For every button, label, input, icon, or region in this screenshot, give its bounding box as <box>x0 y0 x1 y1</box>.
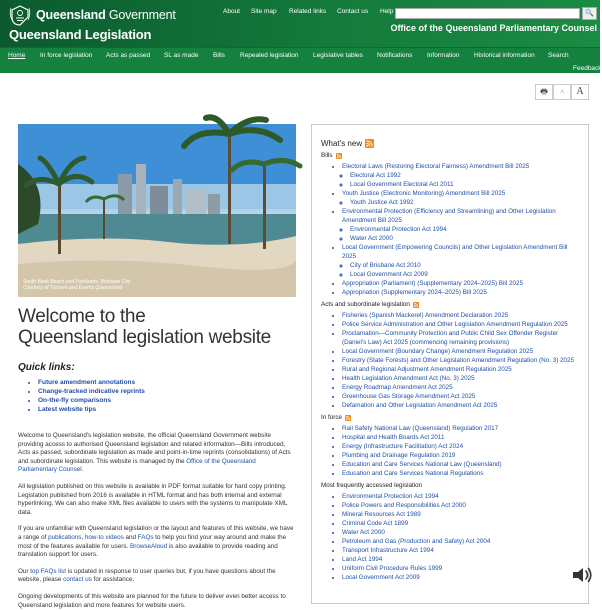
affected-act-link[interactable]: Local Government Act 2009 <box>350 271 428 278</box>
print-button[interactable] <box>535 84 553 100</box>
faq-text2: is updated in response to user queries but, if you have questions about the website, please <box>18 567 276 584</box>
list-item <box>342 510 579 519</box>
list-item <box>342 546 579 555</box>
formats-paragraph: All legislation published on this website is available in PDF format suitable for hard copy printing. Legislation published from 2016 is available in HTML format and has both internal and external hyperlinking. We can also make XML files available to users with the systems to manipulate XML data. <box>18 482 288 516</box>
inforce-link[interactable]: Rail Safety National Law (Queensland) Regulation 2017 <box>342 425 499 432</box>
list-item <box>342 424 579 433</box>
top-link-contact-us[interactable]: Contact us <box>337 8 369 15</box>
intro-paragraph <box>18 432 296 475</box>
list-item <box>342 207 579 243</box>
hero-image <box>18 124 296 297</box>
bills-title: Bills <box>321 152 333 159</box>
act-link[interactable]: Proclamation—Community Protection and Public Child Sex Offender Register (Daniel's Law) Act 2025 (commencing remaining provisions) <box>342 330 559 346</box>
nav-home[interactable]: Home <box>8 52 26 59</box>
site-title[interactable]: Queensland Legislation <box>9 27 152 42</box>
list-item <box>342 519 579 528</box>
list-item <box>350 198 579 207</box>
search-button[interactable] <box>582 7 597 20</box>
government-title[interactable]: Queensland Government <box>36 8 176 22</box>
list-item <box>342 243 579 279</box>
act-link[interactable]: Fisheries (Spanish Mackerel) Amendment Declaration 2025 <box>342 312 509 319</box>
faqs-link[interactable]: FAQs <box>137 533 154 541</box>
nav-bills[interactable]: Bills <box>213 52 225 59</box>
nav-in-force[interactable]: In force legislation <box>40 52 93 59</box>
bill-link[interactable]: Appropriation (Parliament) (Supplementary 2024–2025) Bill 2025 <box>342 280 523 287</box>
nav-search[interactable]: Search <box>548 52 569 59</box>
list-item <box>342 374 579 383</box>
frequent-link[interactable]: Transport Infrastructure Act 1994 <box>342 547 434 554</box>
oqpc-link[interactable]: Office of the Queensland Parliamentary Counsel <box>18 457 256 474</box>
list-item <box>350 234 579 243</box>
intro-text: Welcome to Queensland's legislation website, the official Queensland Government website providing access to authorised Queensland legislation and related information—Bills introduced, Acts as passed, subordinate legislation as made and point-in-time reprints (consolidations) of Acts and subordinate legislation. This website is managed by the <box>18 432 291 465</box>
list-item <box>342 401 579 410</box>
quick-link-website-tips[interactable]: • Latest website tips <box>38 405 296 414</box>
help-text3: is also available to provide reading and translation support for users. <box>18 542 278 559</box>
welcome-line1: Welcome to the <box>18 306 146 327</box>
affected-act-link[interactable]: Youth Justice Act 1992 <box>350 199 414 206</box>
list-item <box>342 460 579 469</box>
hero-caption <box>23 279 130 291</box>
list-item <box>342 365 579 374</box>
list-item <box>342 347 579 356</box>
faq-text3: for assistance. <box>91 576 135 584</box>
inforce-link[interactable]: Education and Care Services National Regulations <box>342 470 484 477</box>
nav-acts-as-passed[interactable]: Acts as passed <box>106 52 151 59</box>
list-item <box>342 501 579 510</box>
list-item <box>350 171 579 180</box>
frequent-link[interactable]: Environmental Protection Act 1994 <box>342 493 439 500</box>
quick-link-change-tracked[interactable]: • Change-tracked indicative reprints <box>38 387 296 396</box>
list-item <box>342 383 579 392</box>
nav-notifications[interactable]: Notifications <box>377 52 413 59</box>
list-item <box>342 311 579 320</box>
frequent-link[interactable]: Local Government Act 2009 <box>342 574 420 581</box>
inforce-heading <box>321 414 579 421</box>
act-link[interactable]: Local Government (Boundary Change) Amendment Regulation 2025 <box>342 348 534 355</box>
welcome-heading <box>18 306 296 348</box>
top-link-site-map[interactable]: Site map <box>251 8 277 15</box>
list-item <box>342 320 579 329</box>
inforce-link[interactable]: Hospital and Health Boards Act 2011 <box>342 434 445 441</box>
acts-title: Acts and subordinate legislation <box>321 301 410 308</box>
increase-text-button[interactable]: A <box>571 84 589 100</box>
help-text: If you are unfamiliar with Queensland legislation or the layout and features of this website, we have a range of <box>18 525 294 541</box>
list-item <box>342 392 579 401</box>
list-item <box>350 225 579 234</box>
affected-act-link[interactable]: Electoral Act 1992 <box>350 172 401 179</box>
quick-link-comparisons[interactable]: • On-the-fly comparisons <box>38 396 296 405</box>
nav-sl-as-made[interactable]: SL as made <box>164 52 199 59</box>
decrease-text-button[interactable]: A <box>553 84 571 100</box>
office-title[interactable]: Office of the Queensland Parliamentary Counsel <box>390 23 597 33</box>
frequent-heading <box>321 482 579 489</box>
whats-new-panel <box>311 124 589 604</box>
act-link[interactable]: Energy Roadmap Amendment Act 2025 <box>342 384 453 391</box>
south-bank-photo <box>18 124 296 297</box>
search-input[interactable] <box>395 8 580 19</box>
list-item <box>342 492 579 501</box>
bill-link[interactable]: Environmental Protection (Efficiency and Streamlining) and Other Legislation Amendment Bill 2025 <box>342 208 556 224</box>
list-item <box>342 573 579 582</box>
frequent-link[interactable]: Police Powers and Responsibilities Act 2000 <box>342 502 466 509</box>
list-item <box>342 329 579 347</box>
contact-us-link[interactable]: contact us <box>63 576 92 584</box>
list-item <box>350 270 579 279</box>
top-faqs-link[interactable]: top FAQs list <box>30 567 66 575</box>
act-link[interactable]: Defamation and Other Legislation Amendment Act 2025 <box>342 402 498 409</box>
list-item <box>342 469 579 478</box>
inforce-rss-icon[interactable] <box>345 415 351 421</box>
main-content <box>18 124 296 610</box>
list-item <box>350 180 579 189</box>
frequent-link[interactable]: Petroleum and Gas (Production and Safety) Act 2004 <box>342 538 491 545</box>
list-item <box>342 433 579 442</box>
help-sep2: and <box>123 533 138 541</box>
frequent-link[interactable]: Mineral Resources Act 1989 <box>342 511 421 518</box>
help-sep1: , <box>81 533 85 541</box>
list-item <box>342 356 579 365</box>
nav-feedback[interactable]: Feedback <box>573 65 602 72</box>
whats-new-heading <box>321 139 579 148</box>
print-icon: 🖶 <box>540 87 548 96</box>
text-tools <box>535 84 589 100</box>
videos-link[interactable]: how-to videos <box>84 533 124 541</box>
bill-link[interactable]: Electoral Laws (Restoring Electoral Fairness) Amendment Bill 2025 <box>342 163 530 170</box>
rss-icon[interactable] <box>365 139 374 148</box>
bills-list <box>342 162 579 297</box>
bill-link[interactable]: Appropriation (Supplementary 2024–2025) Bill 2025 <box>342 289 487 296</box>
act-link[interactable]: Rural and Regional Adjustment Amendment Regulation 2025 <box>342 366 512 373</box>
quick-link-future-amendments[interactable]: • Future amendment annotations <box>38 378 296 387</box>
main-nav <box>0 47 600 73</box>
list-item <box>342 555 579 564</box>
list-item <box>342 528 579 537</box>
list-item <box>342 279 579 288</box>
frequent-link[interactable]: Land Act 1994 <box>342 556 383 563</box>
nav-historical[interactable]: Historical information <box>474 52 535 59</box>
affected-act-link[interactable]: City of Brisbane Act 2010 <box>350 262 421 269</box>
list-item <box>342 564 579 573</box>
act-link[interactable]: Greenhouse Gas Storage Amendment Act 2025 <box>342 393 476 400</box>
developments-paragraph: Ongoing developments of this website are planned for the future to deliver even better access to Queensland legislation and more features for website users. <box>18 592 286 609</box>
frequent-title: Most frequently accessed legislation <box>321 482 423 489</box>
help-paragraph <box>18 525 296 559</box>
nav-legislative-tables[interactable]: Legislative tables <box>313 52 363 59</box>
bill-link[interactable]: Local Government (Empowering Councils) and Other Legislation Amendment Bill 2025 <box>342 244 568 260</box>
nav-information[interactable]: Information <box>427 52 460 59</box>
list-item <box>342 162 579 189</box>
act-link[interactable]: Forestry (State Forests) and Other Legislation Amendment Regulation (No. 3) 2025 <box>342 357 575 364</box>
top-link-about[interactable]: About <box>223 8 240 15</box>
inforce-title: In force <box>321 414 342 421</box>
inforce-link[interactable]: Plumbing and Drainage Regulation 2019 <box>342 452 456 459</box>
hero-caption-line2: Courtesy of Tourism and Events Queensland <box>23 285 123 291</box>
top-link-help[interactable]: Help <box>380 8 394 15</box>
help-text2: to help you find your way around and make the most of the features available for users. <box>18 533 287 550</box>
acts-rss-icon[interactable] <box>413 302 419 308</box>
search-icon: 🔍 <box>585 10 594 17</box>
top-link-related-links[interactable]: Related links <box>289 8 327 15</box>
list-item <box>342 451 579 460</box>
inforce-link[interactable]: Energy (Infrastructure Facilitation) Act 2024 <box>342 443 464 450</box>
hero-caption-line1: South Bank Beach and Parklands, Brisbane City <box>23 279 131 285</box>
list-item <box>342 442 579 451</box>
quick-links-title: Quick links: <box>18 362 75 373</box>
bills-heading <box>321 152 579 159</box>
frequent-link[interactable]: Uniform Civil Procedure Rules 1999 <box>342 565 443 572</box>
queensland-crest-icon[interactable] <box>8 4 32 26</box>
acts-list <box>342 311 579 410</box>
bill-link[interactable]: Youth Justice (Electronic Monitoring) Amendment Bill 2025 <box>342 190 506 197</box>
inforce-link[interactable]: Education and Care Services National Law (Queensland) <box>342 461 502 468</box>
quick-links-list <box>38 378 296 414</box>
welcome-line2: Queensland legislation website <box>18 327 271 348</box>
list-item <box>342 189 579 207</box>
list-item <box>342 288 579 297</box>
affected-act-link[interactable]: Environmental Protection Act 1994 <box>350 226 447 233</box>
frequent-link[interactable]: Water Act 2000 <box>342 529 385 536</box>
nav-repealed[interactable]: Repealed legislation <box>240 52 299 59</box>
faq-paragraph <box>18 568 296 585</box>
acts-heading <box>321 301 579 308</box>
inforce-list <box>342 424 579 478</box>
browsealoud-speaker-icon[interactable] <box>570 565 594 585</box>
bills-rss-icon[interactable] <box>336 153 342 159</box>
intro-text-end: . <box>81 466 84 474</box>
site-header <box>0 0 600 47</box>
whats-new-title: What's new <box>321 139 363 148</box>
act-link[interactable]: Police Service Administration and Other Legislation Amendment Regulation 2025 <box>342 321 568 328</box>
frequent-list <box>342 492 579 582</box>
publications-link[interactable]: publications <box>48 533 82 541</box>
faq-text: Our <box>18 567 31 575</box>
affected-act-link[interactable]: Local Government Electoral Act 2011 <box>350 181 454 188</box>
list-item <box>350 261 579 270</box>
frequent-link[interactable]: Criminal Code Act 1899 <box>342 520 409 527</box>
affected-act-link[interactable]: Water Act 2000 <box>350 235 393 242</box>
act-link[interactable]: Health Legislation Amendment Act (No. 3) 2025 <box>342 375 475 382</box>
browsealoud-link[interactable]: BrowseAloud <box>130 542 168 550</box>
list-item <box>342 537 579 546</box>
